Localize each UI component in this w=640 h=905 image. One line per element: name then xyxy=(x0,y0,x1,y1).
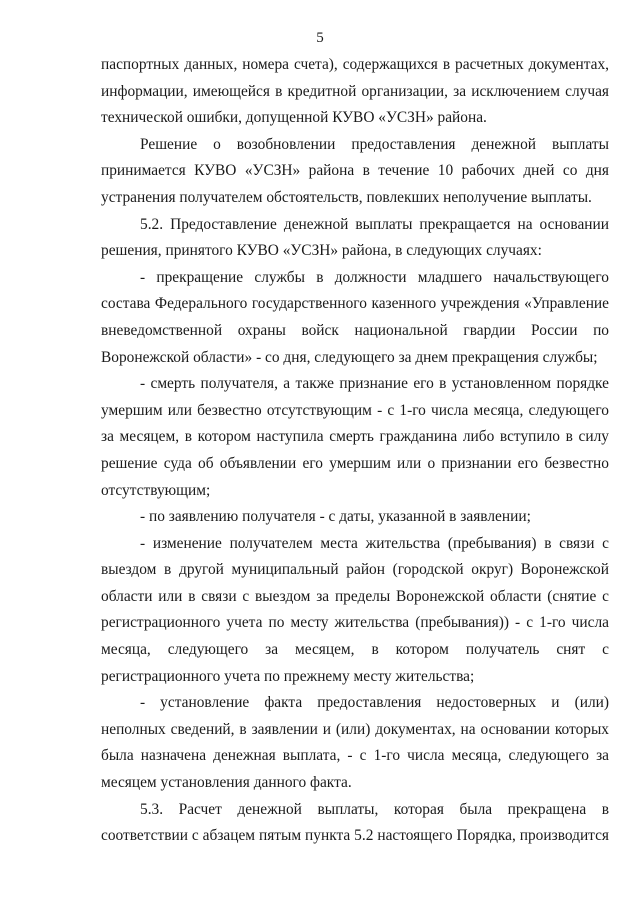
list-item-by-application: - по заявлению получателя - с даты, указанной в заявлении; xyxy=(140,508,531,526)
paragraph-5-2: 5.2. Предоставление денежной выплаты прекращается на основании решения, принятого КУВО «УСЗН» района, в следующих случаях: xyxy=(101,215,609,260)
document-body xyxy=(101,52,609,850)
paragraph-5-3: 5.3. Расчет денежной выплаты, которая была прекращена в соответствии с абзацем пятым пункта 5.2 настоящего Порядка, производится xyxy=(101,800,609,845)
list-item-death: - смерть получателя, а также признание его в установленном порядке умершим или безвестно отсутствующим - с 1-го числа месяца, следующего за месяцем, в котором наступила смерть гражданина либо вступило в силу решение суда об объявлении его умершим или о признании его безвестно отсутствующим; xyxy=(101,375,609,499)
list-item-false-information: - установление факта предоставления недостоверных и (или) неполных сведений, в заявлении и (или) документах, на основании которых была назначена денежная выплата, - с 1-го числа месяца, следующего за месяцем установления данного факта. xyxy=(101,694,609,792)
paragraph-continuation: паспортных данных, номера счета), содержащихся в расчетных документах, информации, имеющейся в кредитной организации, за исключением случая технической ошибки, допущенной КУВО «УСЗН» района. xyxy=(101,56,609,127)
list-item-service-termination: - прекращение службы в должности младшего начальствующего состава Федерального государственного казенного учреждения «Управление вневедомственной охраны войск национальной гвардии России по Воронежской области» - со дня, следующего за днем прекращения службы; xyxy=(101,268,609,366)
page-number: 5 xyxy=(316,30,324,46)
list-item-relocation: - изменение получателем места жительства (пребывания) в связи с выездом в другой муниципальный район (городской округ) Воронежской области или в связи с выездом за пределы Воронежской области (снятие с регистрационного учета по месту жительства (пребывания)) - с 1-го числа месяца, следующего за месяцем, в котором получатель снят с регистрационного учета по прежнему месту жительства; xyxy=(101,534,609,685)
paragraph-resumption-decision: Решение о возобновлении предоставления денежной выплаты принимается КУВО «УСЗН» района в течение 10 рабочих дней со дня устранения получателем обстоятельств, повлекших неполучение выплаты. xyxy=(101,135,609,206)
